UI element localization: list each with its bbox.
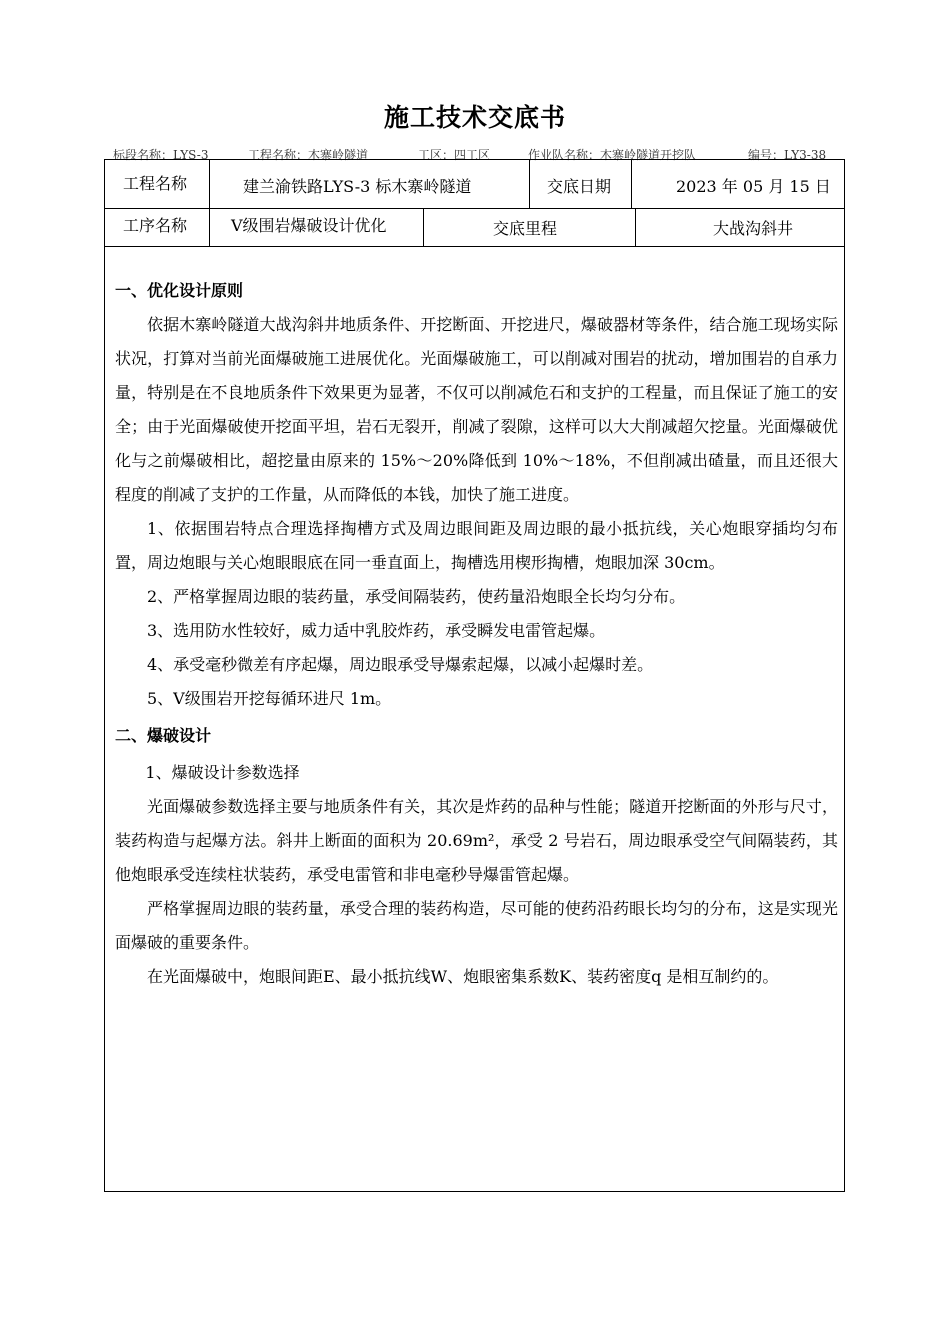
paragraph: 4、承受毫秒微差有序起爆，周边眼承受导爆索起爆，以减小起爆时差。: [147, 655, 654, 674]
col-divider: [423, 208, 424, 246]
meta-team: 作业队名称：木寨岭隧道开挖队: [528, 148, 697, 162]
disclosure-table: [104, 159, 845, 1192]
col-divider: [209, 160, 210, 246]
paragraph: 3、选用防水性较好，威力适中乳胶炸药，承受瞬发电雷管起爆。: [147, 621, 606, 640]
col-divider: [529, 160, 530, 208]
date-label: 交底日期: [547, 177, 612, 196]
section-heading-1: 一、优化设计原则: [115, 281, 244, 300]
date-value: 2023 年 05 月 15 日: [676, 177, 831, 196]
project-name-value: 建兰渝铁路LYS-3 标木寨岭隧道: [243, 177, 472, 196]
paragraph: 5、Ⅴ级围岩开挖每循环进尺 1m。: [147, 689, 392, 708]
paragraph: 1、依据围岩特点合理选择掏槽方式及周边眼间距及周边眼的最小抵抗线，关心炮眼穿插均匀布置，周边炮眼与关心炮眼眼底在同一垂直面上，掏槽选用楔形掏槽，炮眼加深 30cm。: [115, 519, 838, 572]
meta-number: 编号：LY3-38: [748, 148, 827, 162]
meta-project: 工程名称：木寨岭隧道: [248, 148, 369, 162]
document-title: 施工技术交底书: [383, 103, 566, 132]
paragraph: 光面爆破参数选择主要与地质条件有关，其次是炸药的品种与性能；隧道开挖断面的外形与尺寸，装药构造与起爆方法。斜井上断面的面积为 20.69m²，承受 2 号岩石，周边眼承受空气间隔装药，其他炮眼承受连续柱状装药，承受电雷管和非电毫秒导爆雷管起爆。: [115, 797, 838, 884]
mileage-label: 交底里程: [493, 219, 558, 238]
paragraph: 2、严格掌握周边眼的装药量，承受间隔装药，使药量沿炮眼全长均匀分布。: [147, 587, 686, 606]
subsection-heading: 1、爆破设计参数选择: [145, 763, 300, 782]
mileage-value: 大战沟斜井: [713, 219, 794, 238]
paragraph: 严格掌握周边眼的装药量，承受合理的装药构造，尽可能的使药沿药眼长均匀的分布，这是实现光面爆破的重要条件。: [115, 899, 838, 952]
col-divider: [635, 208, 636, 246]
paragraph: 依据木寨岭隧道大战沟斜井地质条件、开挖断面、开挖进尺，爆破器材等条件，结合施工现场实际状况，打算对当前光面爆破施工进展优化。光面爆破施工，可以削减对围岩的扰动，增加围岩的自承力量，特别是在不良地质条件下效果更为显著，不仅可以削减危石和支护的工程量，而且保证了施工的安全；由于光面爆破使开挖面平坦，岩石无裂开，削减了裂隙，这样可以大大削减超欠挖量。光面爆破优化与之前爆破相比，超挖量由原来的 15%～20%降低到 10%～18%，不但削减出碴量，而且还很大程度的削减了支护的工作量，从而降低的本钱，加快了施工进度。: [115, 315, 838, 504]
row-divider: [105, 246, 844, 247]
row-divider: [105, 208, 844, 209]
process-name-value: Ⅴ级围岩爆破设计优化: [231, 216, 387, 235]
section-heading-2: 二、爆破设计: [115, 726, 212, 745]
process-name-label: 工序名称: [123, 216, 188, 235]
meta-section: 标段名称：LYS-3: [113, 148, 209, 162]
col-divider: [631, 160, 632, 208]
disclosure-content: [115, 272, 838, 994]
meta-area: 工区：四工区: [418, 148, 491, 162]
project-name-label: 工程名称: [123, 174, 188, 193]
paragraph: 在光面爆破中，炮眼间距E、最小抵抗线W、炮眼密集系数K、装药密度q 是相互制约的。: [147, 967, 779, 986]
